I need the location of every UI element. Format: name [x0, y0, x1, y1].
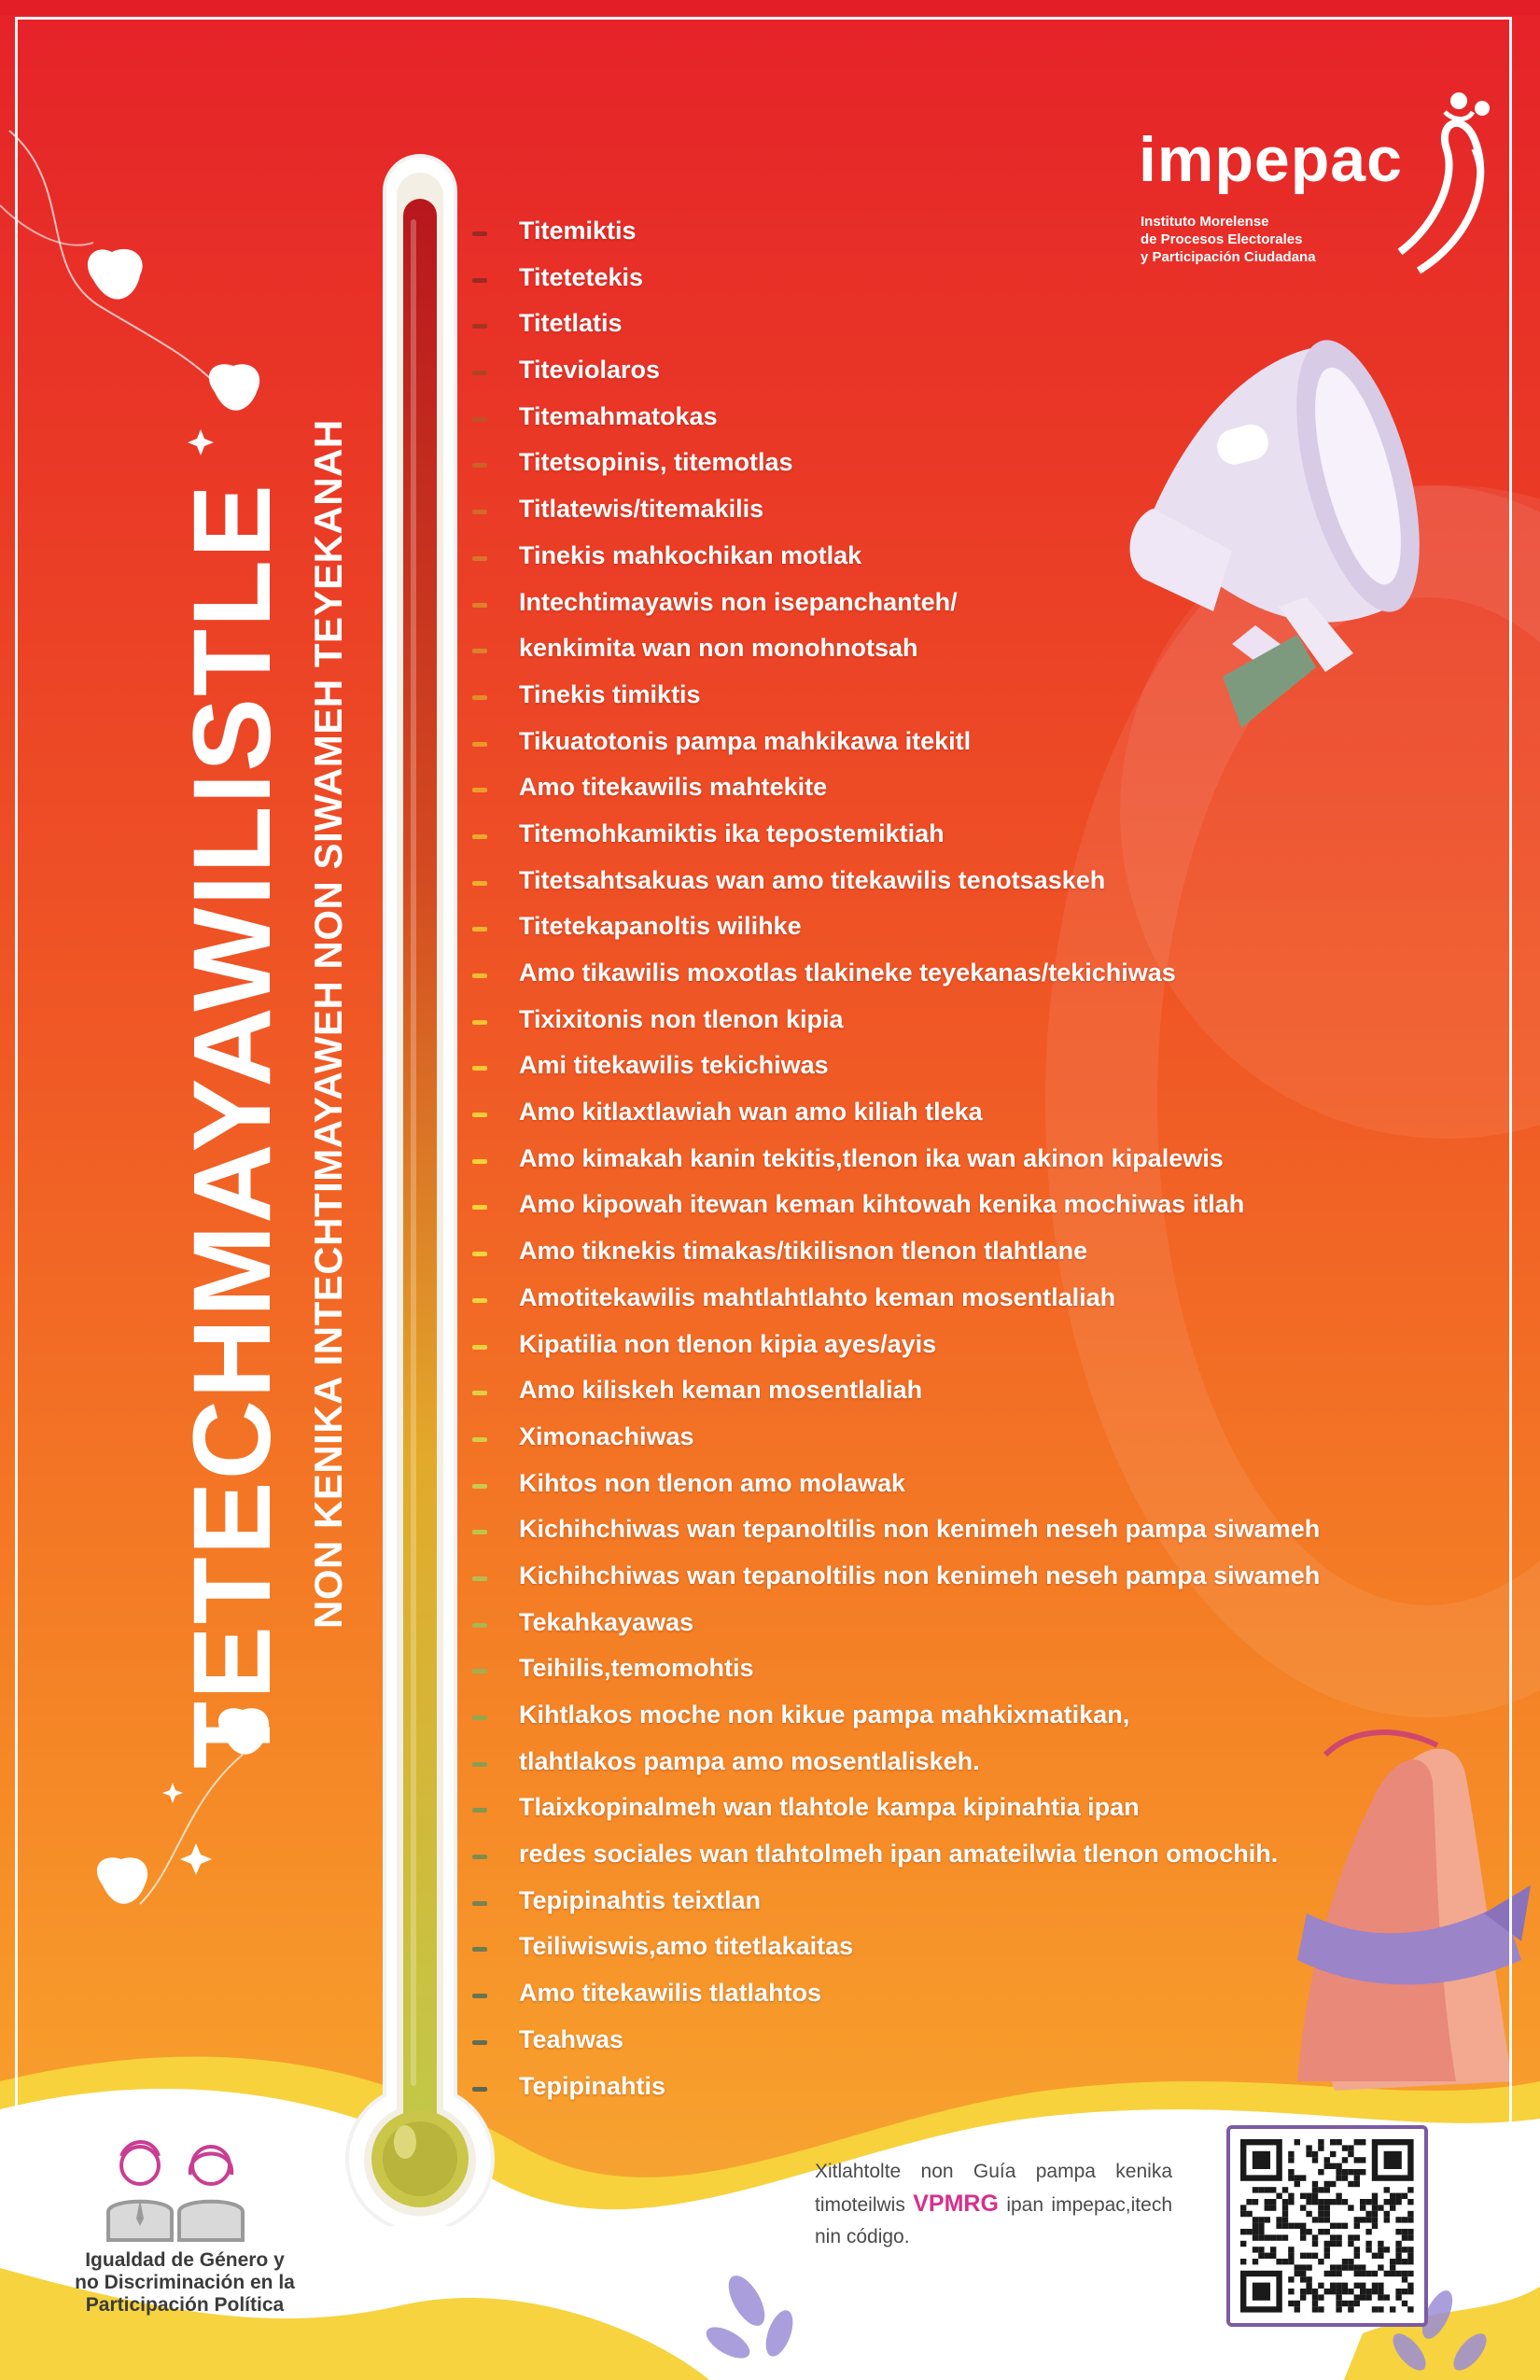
qr-code[interactable] [1226, 2125, 1428, 2327]
list-item [472, 1695, 1424, 1742]
scale-tick [472, 1391, 487, 1395]
list-item-text: Kichihchiwas wan tepanoltilis non kenimeh neseh pampa siwameh [519, 1515, 1321, 1544]
scale-tick [472, 1205, 487, 1210]
list-item-text: Titlatewis/titemakilis [519, 495, 764, 524]
list-item [472, 1231, 1424, 1278]
scale-tick [472, 1484, 487, 1489]
list-item-text: Amotitekawilis mahtlahtlahto keman mosentlaliah [519, 1282, 1116, 1311]
list-item-text: Tinekis timiktis [519, 679, 701, 708]
scale-tick [472, 1762, 487, 1767]
list-item [472, 1045, 1424, 1092]
list-item [472, 1603, 1424, 1649]
scale-tick [472, 695, 487, 700]
list-item [472, 1556, 1424, 1603]
scale-tick [472, 1855, 487, 1859]
scale-tick [472, 231, 487, 236]
list-item-text: Titetsahtsakuas wan amo titekawilis tenotsaskeh [519, 865, 1106, 894]
list-item-text: Teahwas [519, 2024, 624, 2053]
list-item-text: Amo kiliskeh keman mosentlaliah [519, 1376, 923, 1405]
list-item-text: Amo titekawilis tlatlahtos [519, 1979, 822, 2008]
list-item [472, 953, 1424, 1000]
list-item-text: Kipatilia non tlenon kipia ayes/ayis [519, 1329, 937, 1358]
list-item-text: Tinekis mahkochikan motlak [519, 540, 862, 569]
list-item-text: Kihtlakos moche non kikue pampa mahkixmatikan, [519, 1701, 1130, 1729]
scale-tick [472, 1623, 487, 1628]
list-item-text: Titemohkamiktis ika tepostemiktiah [519, 819, 945, 847]
list-item-text: Titetekapanoltis wilihke [519, 912, 802, 941]
list-item-text: Amo tiknekis timakas/tikilisnon tlenon tlahtlane [519, 1237, 1088, 1266]
scale-tick [472, 649, 487, 653]
list-item-text: Titetetekis [519, 262, 644, 291]
scale-tick [472, 1066, 487, 1071]
list-item-text: Tepipinahtis teixtlan [519, 1885, 762, 1914]
list-item [472, 1000, 1424, 1046]
qr-text-after: ipan impepac,itech nin código. [815, 2194, 1172, 2247]
scale-tick [472, 1298, 487, 1303]
list-item-text: Kihtos non tlenon amo molawak [519, 1468, 906, 1497]
logo-wordmark: impepac [1139, 124, 1403, 195]
scale-tick [472, 371, 487, 375]
list-item-text: Tikuatotonis pampa mahkikawa itekitl [519, 726, 972, 755]
list-item [472, 350, 1424, 397]
qr-text-before: Xitlahtolte non Guía pampa kenika timoteilwis [815, 2161, 1172, 2216]
scale-tick [472, 2087, 487, 2092]
list-item [472, 628, 1424, 675]
scale-tick [472, 881, 487, 886]
list-item-text: Titemiktis [519, 217, 637, 245]
equality-text: Igualdad de Género y no Discriminación en la Participación Política [75, 2249, 295, 2316]
list-item [472, 1787, 1424, 1834]
scale-tick [472, 324, 487, 329]
list-item [472, 303, 1424, 350]
qr-code-icon [1230, 2129, 1424, 2323]
list-item-text: Intechtimayawis non isepanchanteh/ [519, 587, 958, 616]
scale-tick [472, 2040, 487, 2045]
qr-instructions [815, 2156, 1172, 2253]
scale-tick [472, 834, 487, 839]
scale-tick [472, 1947, 487, 1952]
list-item [472, 1881, 1424, 1927]
list-item-text: Tlaixkopinalmeh wan tlahtole kampa kipinahtia ipan [519, 1793, 1140, 1822]
list-item-text: Titetlatis [519, 309, 623, 338]
list-item-text: Ximonachiwas [519, 1421, 694, 1450]
scale-tick [472, 463, 487, 468]
list-item [472, 767, 1424, 814]
list-item-text: Kichihchiwas wan tepanoltilis non kenimeh neseh pampa siwameh [519, 1561, 1321, 1589]
list-item [472, 1417, 1424, 1463]
list-item [472, 1370, 1424, 1417]
scale-tick [472, 1808, 487, 1813]
list-item-text: Titeviolaros [519, 356, 661, 385]
scale-tick [472, 1020, 487, 1025]
scale-tick [472, 973, 487, 978]
list-item [472, 2066, 1424, 2113]
list-item-text: Amo titekawilis mahtekite [519, 773, 828, 802]
list-item-text: Tepipinahtis [519, 2071, 666, 2100]
scale-tick [472, 788, 487, 792]
title-main: TETECHMAYAWILISTLE [171, 483, 294, 1769]
list-item-text: Amo kimakah kanin tekitis,tlenon ika wan akinon kipalewis [519, 1143, 1224, 1172]
equality-badge [54, 2133, 315, 2319]
scale-tick [472, 1252, 487, 1256]
list-item [472, 489, 1424, 536]
scale-tick [472, 278, 487, 283]
qr-highlight: VPMRG [913, 2191, 999, 2217]
scale-tick [472, 927, 487, 931]
poster-title [171, 483, 294, 1769]
list-item [472, 1973, 1424, 2020]
scale-tick [472, 510, 487, 514]
scale-tick [472, 1159, 487, 1164]
scale-tick [472, 1994, 487, 1998]
list-item [472, 582, 1424, 629]
list-item [472, 397, 1424, 443]
scale-tick [472, 556, 487, 561]
list-item [472, 1742, 1424, 1788]
list-item-text: Amo kitlaxtlawiah wan amo kiliah tleka [519, 1098, 983, 1127]
poster-subtitle: NON KENIKA INTECHTIMAYAWEH NON SIWAMEH TEYEKANAH [306, 419, 350, 1629]
list-item [472, 1926, 1424, 1973]
list-item [472, 1184, 1424, 1231]
list-item-text: Tekahkayawas [519, 1607, 694, 1636]
list-item-text: tlahtlakos pampa amo mosentlaliskeh. [519, 1746, 980, 1775]
list-item [472, 1278, 1424, 1324]
list-item [472, 1092, 1424, 1139]
list-item-text: kenkimita wan non monohnotsah [519, 634, 918, 663]
list-item [472, 1324, 1424, 1371]
list-item [472, 1648, 1424, 1695]
list-item-text: Titetsopinis, titemotlas [519, 448, 793, 477]
scale-tick [472, 742, 487, 747]
list-item [472, 211, 1424, 258]
list-item [472, 721, 1424, 768]
scale-tick [472, 1437, 487, 1442]
list-item-text: Amo kipowah itewan keman kihtowah kenika mochiwas itlah [519, 1190, 1245, 1219]
scale-tick [472, 417, 487, 422]
list-item-text: Amo tikawilis moxotlas tlakineke teyekanas/tekichiwas [519, 959, 1176, 987]
scale-tick [472, 1530, 487, 1534]
behavior-list [472, 211, 1424, 2112]
list-item-text: Teiliwiswis,amo titetlakaitas [519, 1932, 854, 1961]
scale-tick [472, 1901, 487, 1906]
scale-tick [472, 1576, 487, 1581]
scale-tick [472, 1113, 487, 1117]
list-item-text: Tixixitonis non tlenon kipia [519, 1004, 844, 1033]
list-item [472, 675, 1424, 721]
list-item [472, 1139, 1424, 1185]
list-item-text: Ami titekawilis tekichiwas [519, 1051, 829, 1080]
list-item-text: redes sociales wan tlahtolmeh ipan amateilwia tlenon omochih. [519, 1840, 1279, 1869]
list-item [472, 536, 1424, 582]
list-item [472, 1834, 1424, 1881]
scale-tick [472, 1345, 487, 1350]
scale-tick [472, 1669, 487, 1673]
list-item [472, 906, 1424, 953]
scale-tick [472, 1715, 487, 1720]
scale-tick [472, 603, 487, 608]
list-item-text: Titemahmatokas [519, 401, 718, 430]
list-item [472, 1463, 1424, 1510]
list-item [472, 258, 1424, 304]
list-item [472, 2020, 1424, 2066]
list-item [472, 861, 1424, 907]
list-item [472, 442, 1424, 489]
list-item [472, 814, 1424, 861]
people-icon [54, 2133, 315, 2249]
list-item [472, 1509, 1424, 1556]
logo-subtitle: Instituto Morelense de Procesos Electorales y Participación Ciudadana [1141, 214, 1316, 265]
list-item-text: Teihilis,temomohtis [519, 1654, 754, 1683]
